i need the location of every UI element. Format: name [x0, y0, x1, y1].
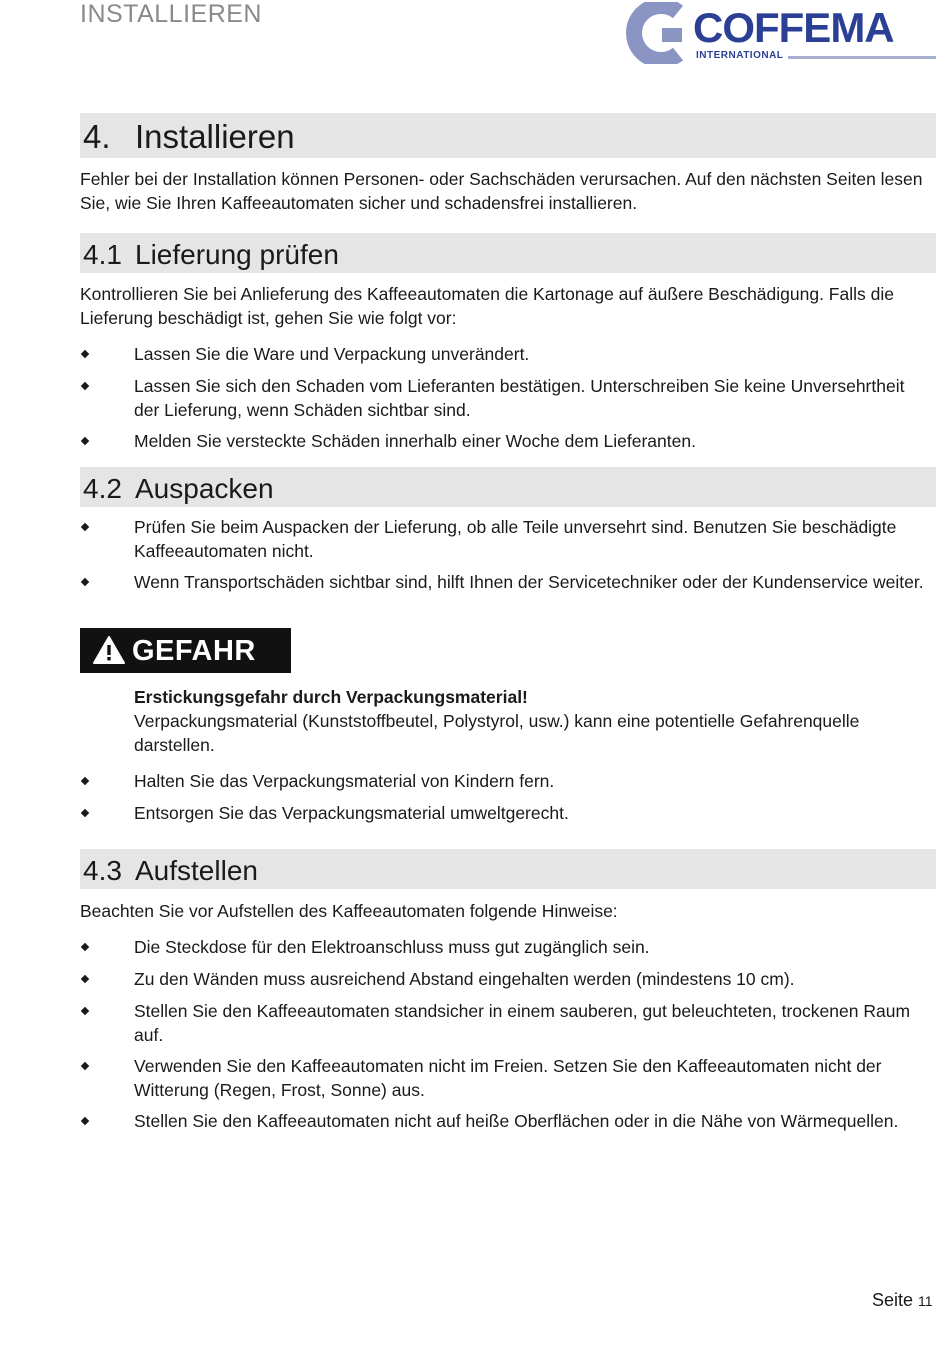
section-heading-aufstellen: [80, 849, 936, 889]
logo-wordmark: COFFEMA: [693, 4, 894, 51]
section-title: Installieren: [135, 118, 295, 155]
list-item-text: Halten Sie das Verpackungsmaterial von Kindern fern.: [134, 771, 555, 791]
bullet-diamond-icon: [81, 809, 89, 817]
bullet-diamond-icon: [81, 777, 89, 785]
bullet-diamond-icon: [81, 523, 89, 531]
section-number: 4.1: [83, 239, 122, 270]
danger-label-text: GEFAHR: [132, 635, 256, 667]
section-title: Lieferung prüfen: [135, 239, 339, 270]
section-number: 4.2: [83, 473, 122, 504]
page-number-value: 11: [918, 1293, 933, 1309]
list-item-text: Entsorgen Sie das Verpackungsmaterial umweltgerecht.: [134, 803, 569, 823]
bullet-diamond-icon: [81, 1007, 89, 1015]
list-item-text: Lassen Sie die Ware und Verpackung unverändert.: [134, 344, 530, 364]
coffema-c-icon: [626, 2, 688, 64]
section-intro: Beachten Sie vor Aufstellen des Kaffeeautomaten folgende Hinweise:: [80, 901, 618, 921]
section-title: Aufstellen: [135, 855, 258, 886]
section-intro: Kontrollieren Sie bei Anlieferung des Kaffeeautomaten die Kartonage auf äußere Beschädigung. Falls die Lieferung beschädigt ist, gehen Sie wie folgt vor:: [80, 284, 894, 328]
section-number: 4.: [83, 118, 111, 155]
warning-heading: Erstickungsgefahr durch Verpackungsmaterial!: [134, 687, 528, 707]
section-title: Auspacken: [135, 473, 274, 504]
danger-label: [80, 628, 291, 673]
section-heading-auspacken: [80, 467, 936, 507]
section-heading-lieferung-pruefen: [80, 233, 936, 273]
bullet-diamond-icon: [81, 1062, 89, 1070]
page-label: Seite: [872, 1290, 914, 1310]
list-item-text: Prüfen Sie beim Auspacken der Lieferung, ob alle Teile unversehrt sind. Benutzen Sie beschädigte Kaffeeautomaten nicht.: [134, 517, 897, 561]
bullet-diamond-icon: [81, 437, 89, 445]
bullet-diamond-icon: [81, 943, 89, 951]
running-header-title: INSTALLIEREN: [80, 0, 262, 28]
list-item-text: Verwenden Sie den Kaffeeautomaten nicht im Freien. Setzen Sie den Kaffeeautomaten nicht der Witterung (Regen, Frost, Sonne) aus.: [134, 1056, 882, 1100]
list-item-text: Stellen Sie den Kaffeeautomaten nicht auf heiße Oberflächen oder in die Nähe von Wärmequellen.: [134, 1111, 899, 1131]
bullet-diamond-icon: [81, 1117, 89, 1125]
section-heading-installieren: [80, 113, 936, 158]
list-item-text: Wenn Transportschäden sichtbar sind, hilft Ihnen der Servicetechniker oder der Kundenservice weiter.: [134, 572, 924, 592]
bullet-diamond-icon: [81, 578, 89, 586]
logo-subtext: INTERNATIONAL: [696, 50, 784, 61]
warning-triangle-icon: [92, 635, 126, 665]
coffema-logo: [626, 2, 936, 66]
section-intro: Fehler bei der Installation können Personen- oder Sachschäden verursachen. Auf den nächsten Seiten lesen Sie, wie Sie Ihren Kaffeeautomaten sicher und schadensfrei installieren.: [80, 169, 923, 213]
bullet-diamond-icon: [81, 382, 89, 390]
page-number: [872, 1290, 933, 1311]
logo-rule: [788, 56, 936, 59]
list-item-text: Zu den Wänden muss ausreichend Abstand eingehalten werden (mindestens 10 cm).: [134, 969, 795, 989]
list-item-text: Lassen Sie sich den Schaden vom Lieferanten bestätigen. Unterschreiben Sie keine Unversehrtheit der Lieferung, wenn Schäden sichtbar sind.: [134, 376, 905, 420]
list-item-text: Die Steckdose für den Elektroanschluss muss gut zugänglich sein.: [134, 937, 650, 957]
list-item-text: Melden Sie versteckte Schäden innerhalb einer Woche dem Lieferanten.: [134, 431, 696, 451]
warning-body: Verpackungsmaterial (Kunststoffbeutel, Polystyrol, usw.) kann eine potentielle Gefahrenquelle darstellen.: [134, 711, 860, 755]
list-item-text: Stellen Sie den Kaffeeautomaten standsicher in einem sauberen, gut beleuchteten, trockenen Raum auf.: [134, 1001, 911, 1045]
section-number: 4.3: [83, 855, 122, 886]
bullet-diamond-icon: [81, 350, 89, 358]
bullet-diamond-icon: [81, 975, 89, 983]
